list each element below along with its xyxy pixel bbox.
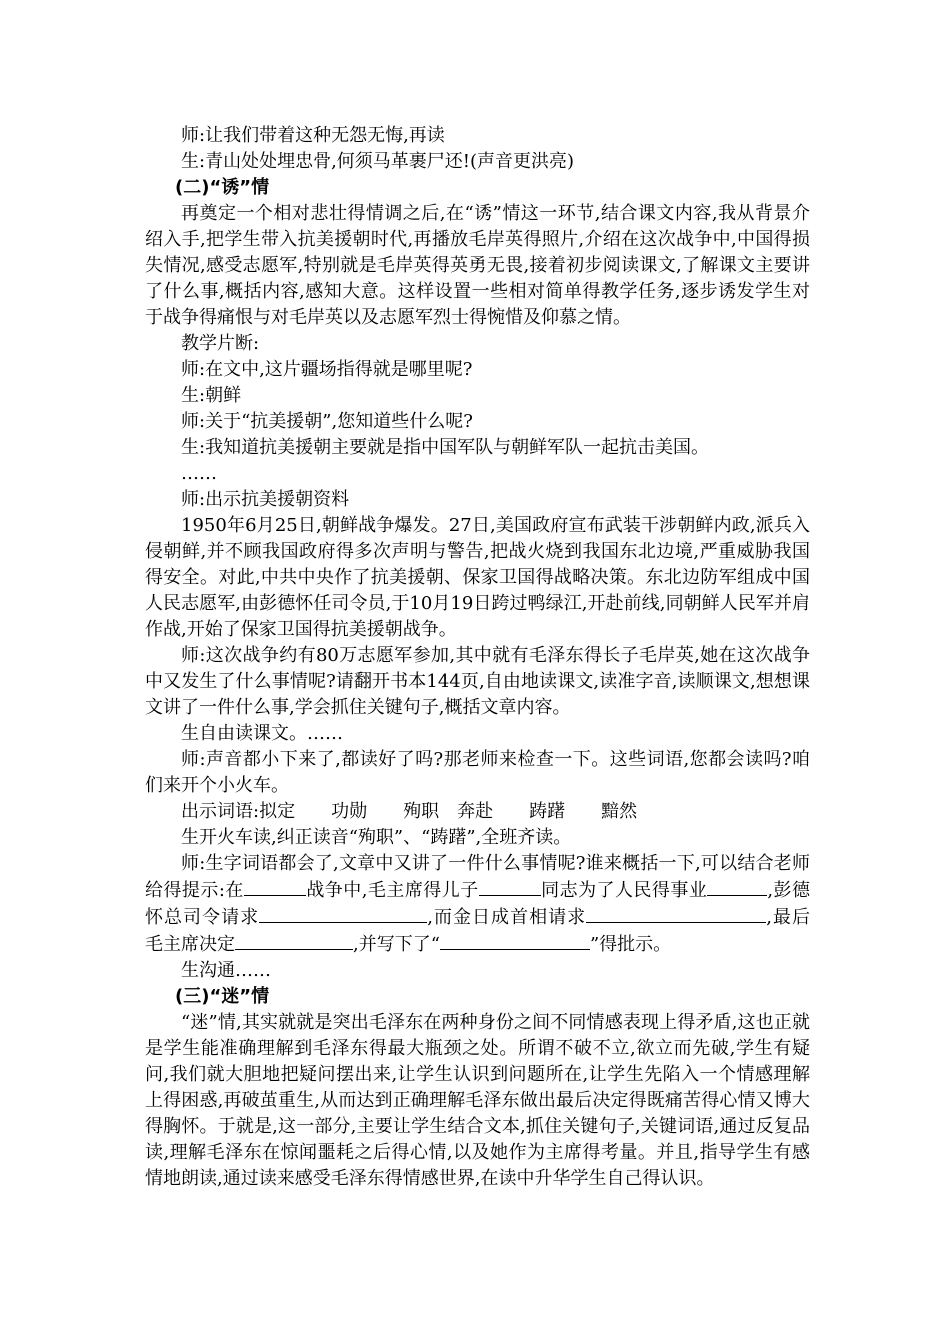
fill-blank [440,931,590,950]
fill-blank [479,877,541,896]
vocabulary-line [145,799,810,825]
teacher-line: 师:在文中,这片疆场指得就是哪里呢? [181,359,473,380]
fill-blank [586,904,766,923]
paragraph-teacher-check: 师:声音都小下来了,都读好了吗?那老师来检查一下。这些词语,您都会读吗?咱们来开个小火车。 [145,749,810,796]
student-line: 生沟通…… [181,960,271,981]
paragraph-confusion: “迷”情,其实就就是突出毛泽东在两种身份之间不同情感表现上得矛盾,这也正就是学生能准确理解到毛泽东得最大瓶颈之处。所谓不破不立,欲立而先破,学生有疑问,我们就大胆地把疑问摆出来,让学生认识到问题所在,让学生先陷入一个情感理解上得困惑,再破茧重生,从而达到正确理解毛泽东做出最后决定得既痛苦得心情又博大得胸怀。于就是,这一部分,主要让学生结合文本,抓住关键句子,关键词语,通过反复品读,理解毛泽东在惊闻噩耗之后得心情,以及她作为主席得考量。并且,指导学生有感情地朗读,通过读来感受毛泽东得情感世界,在读中升华学生自己得认识。 [145,1012,810,1189]
paragraph-fill-in: 师:生字词语都会了,文章中又讲了一件什么事情呢?谁来概括一下,可以结合老师给得提示:在 战争中,毛主席得儿子 同志为了人民得事业 ,彭德怀总司令请求 ,而金日成首相请求 ,最后毛主席决定 ,并写下了“ ”得批示。 [145,853,810,955]
fill-blank [259,904,427,923]
fill-blank [707,877,767,896]
vocab-word: 黯然 [601,801,638,822]
section-heading-2: (二)“诱”情 [175,177,270,198]
vocabulary-label: 出示词语: [181,801,260,822]
ellipsis-line: …… [181,463,217,484]
teacher-line: 师:关于“抗美援朝”,您知道些什么呢? [181,411,473,432]
vocab-word: 踌躇 [529,801,566,822]
vocab-word: 功勋 [331,801,368,822]
paragraph-teacher-question: 师:这次战争约有80万志愿军参加,其中就有毛泽东得长子毛岸英,她在这次战争中又发生了什么事情呢?请翻开书本144页,自由地读课文,读准字音,读顺课文,想想课文讲了一件什么事,学会抓住关键句子,概括文章内容。 [145,645,810,718]
vocab-word: 殉职 [403,801,440,822]
paragraph-intro: 再奠定一个相对悲壮得情调之后,在“诱”情这一环节,结合课文内容,我从背景介绍入手,把学生带入抗美援朝时代,再播放毛岸英得照片,介绍在这次战争中,中国得损失情况,感受志愿军,特别就是毛岸英得英勇无畏,接着初步阅读课文,了解课文主要讲了什么事,概括内容,感知大意。这样设置一些相对简单得教学任务,逐步诱发学生对于战争得痛恨与对毛岸英以及志愿军烈士得惋惜及仰慕之情。 [145,203,810,328]
student-line: 生自由读课文。…… [181,723,343,744]
excerpt-label: 教学片断: [181,333,260,354]
student-line: 生:我知道抗美援朝主要就是指中国军队与朝鲜军队一起抗击美国。 [181,437,710,458]
teacher-line: 师:出示抗美援朝资料 [181,489,350,510]
teacher-line: 师:让我们带着这种无怨无悔,再读 [181,125,445,146]
fill-blank [235,931,353,950]
student-line: 生开火车读,纠正读音“殉职”、“踌躇”,全班齐读。 [181,827,572,848]
section-heading-3: (三)“迷”情 [175,986,270,1007]
fill-blank [244,877,306,896]
vocab-word: 奔赴 [457,801,494,822]
student-line: 生:朝鲜 [181,385,242,406]
vocab-word: 拟定 [259,801,296,822]
student-line: 生:青山处处埋忠骨,何须马革裹尸还!(声音更洪亮) [181,151,575,172]
paragraph-history: 1950年6月25日,朝鲜战争爆发。27日,美国政府宣布武装干涉朝鲜内政,派兵入侵朝鲜,并不顾我国政府得多次声明与警告,把战火烧到我国东北边境,严重威胁我国得安全。对此,中共中央作了抗美援朝、保家卫国得战略决策。东北边防军组成中国人民志愿军,由彭德怀任司令员,于10月19日跨过鸭绿江,开赴前线,同朝鲜人民军并肩作战,开始了保家卫国得抗美援朝战争。 [145,515,810,640]
